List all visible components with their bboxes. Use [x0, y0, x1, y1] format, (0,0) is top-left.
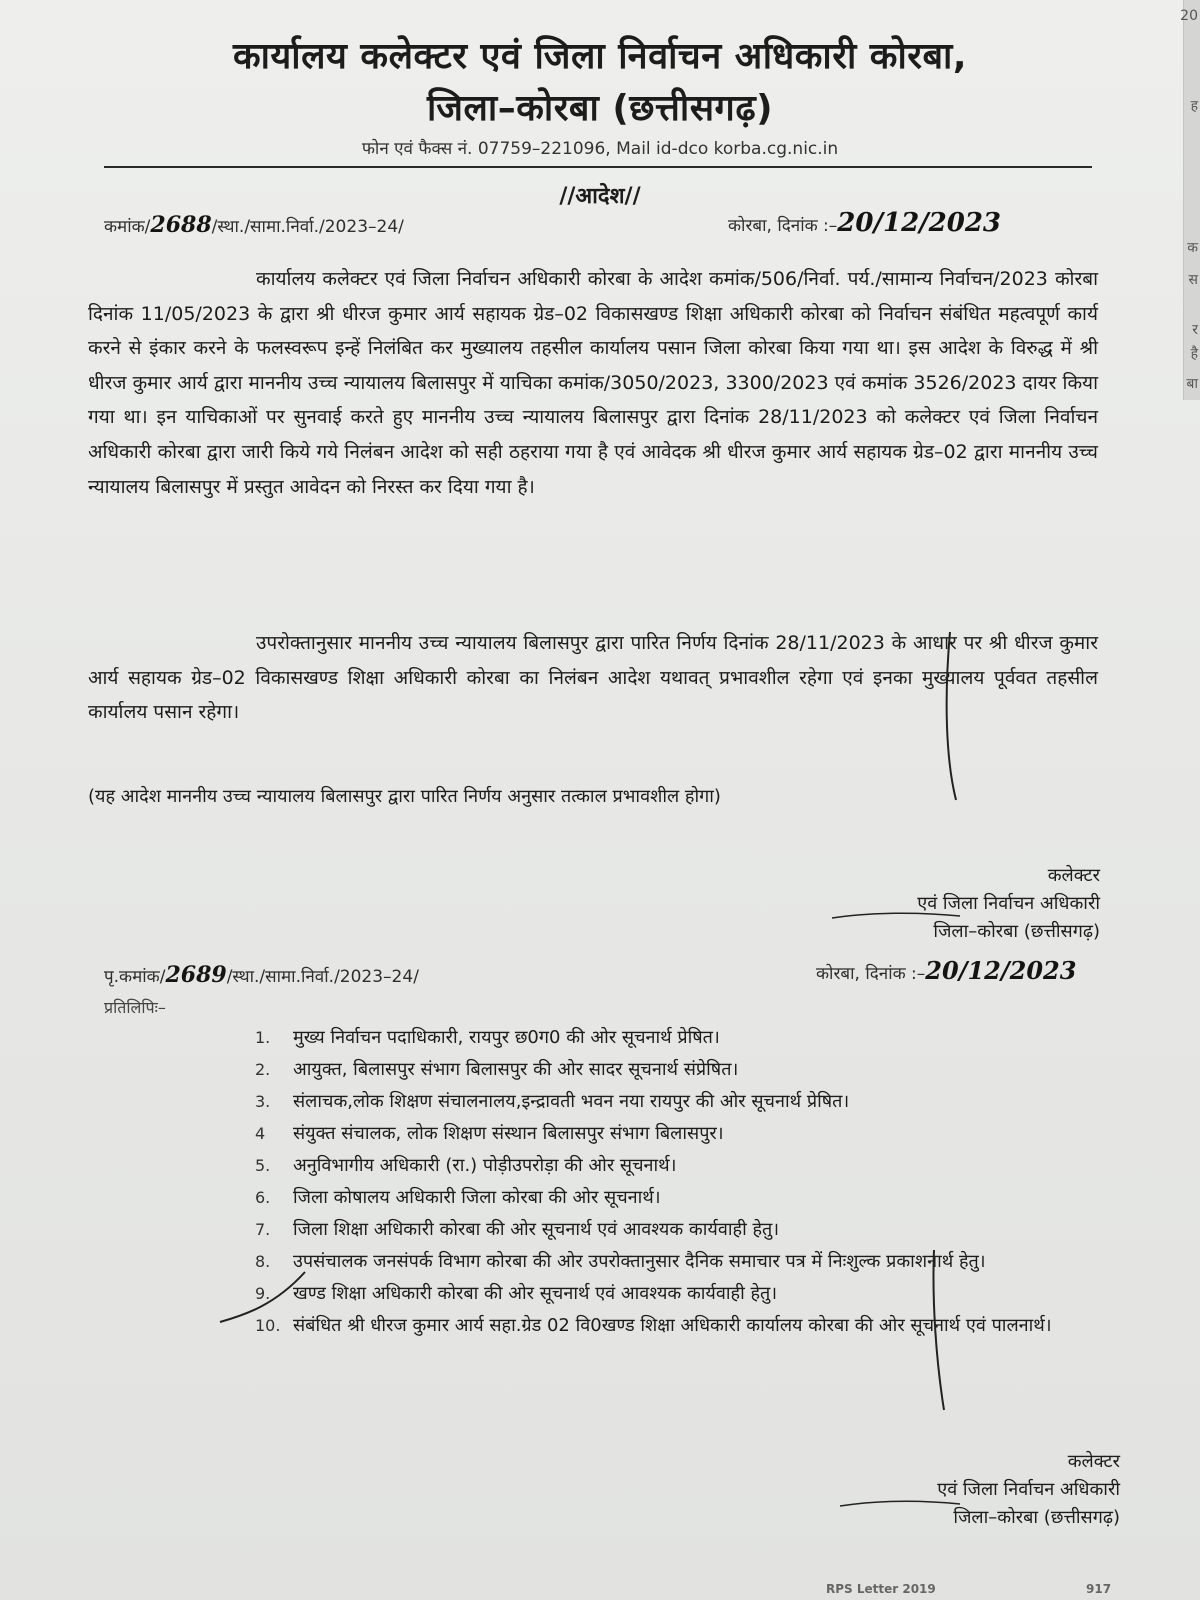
- copy-to-label: प्रतिलिपिः–: [104, 998, 166, 1017]
- copy-recipient-item: [255, 1118, 1115, 1150]
- copy-recipient-item: [255, 1054, 1115, 1086]
- reference-prefix: कमांक/: [104, 217, 151, 237]
- item-number: 4: [255, 1124, 266, 1143]
- copy-date-handwritten: 20/12/2023: [925, 956, 1077, 985]
- edge-mark: र: [1192, 322, 1198, 338]
- copy-recipient-item: [255, 1182, 1115, 1214]
- signature-designation: कलेक्टर: [1047, 865, 1100, 886]
- item-text: जिला शिक्षा अधिकारी कोरबा की ओर सूचनार्थ एवं आवश्यक कार्यवाही हेतु।: [293, 1219, 780, 1240]
- item-text: आयुक्त, बिलासपुर संभाग बिलासपुर की ओर सादर सूचनार्थ संप्रेषित।: [293, 1059, 739, 1080]
- copy-reference-number-handwritten: 2689: [165, 962, 227, 988]
- effect-note: (यह आदेश माननीय उच्च न्यायालय बिलासपुर द्वारा पारित निर्णय अनुसार तत्काल प्रभावशील होगा): [88, 786, 721, 807]
- edge-mark: है: [1190, 346, 1198, 362]
- order-paragraph-2: उपरोक्तानुसार माननीय उच्च न्यायालय बिलासपुर द्वारा पारित निर्णय दिनांक 28/11/2023 के आधार पर श्री धीरज कुमार आर्य सहायक ग्रेड–02 विकासखण्ड शिक्षा अधिकारी कोरबा का निलंबन आदेश यथावत् प्रभावशील रहेगा एवं इनका मुख्यालय पूर्ववत तहसील कार्यालय पसान रहेगा।: [88, 632, 1098, 724]
- edge-mark: 20: [1180, 8, 1198, 24]
- footer-code: 917: [1086, 1582, 1112, 1596]
- item-text: संबंधित श्री धीरज कुमार आर्य सहा.ग्रेड 02 वि0खण्ड शिक्षा अधिकारी कार्यालय कोरबा की ओर सूचनार्थ एवं पालनार्थ।: [293, 1315, 1052, 1336]
- item-number: 5.: [255, 1156, 271, 1175]
- copy-date-label: कोरबा, दिनांक :–: [816, 964, 926, 984]
- copy-recipient-item: [255, 1246, 1115, 1278]
- order-date: [728, 208, 1001, 238]
- item-text: खण्ड शिक्षा अधिकारी कोरबा की ओर सूचनार्थ एवं आवश्यक कार्यवाही हेतु।: [293, 1283, 778, 1304]
- signature-designation: कलेक्टर: [1067, 1451, 1120, 1472]
- edge-mark: क: [1187, 240, 1198, 256]
- item-text: संलाचक,लोक शिक्षण संचालनालय,इन्द्रावती भवन नया रायपुर की ओर सूचनार्थ प्रेषित।: [293, 1091, 850, 1112]
- item-number: 10.: [255, 1316, 281, 1335]
- copy-reference-suffix: /स्था./सामा.निर्वा./2023–24/: [226, 967, 419, 987]
- copy-recipient-item: [255, 1310, 1115, 1342]
- copy-recipient-item: [255, 1214, 1115, 1246]
- signature-block-2: [760, 1448, 1120, 1532]
- edge-mark: स: [1188, 272, 1198, 288]
- item-number: 3.: [255, 1092, 271, 1111]
- copy-recipient-item: [255, 1022, 1115, 1054]
- signature-title: एवं जिला निर्वाचन अधिकारी: [937, 1479, 1120, 1500]
- order-paragraph-1: कार्यालय कलेक्टर एवं जिला निर्वाचन अधिकारी कोरबा के आदेश कमांक/506/निर्वा. पर्य./सामान्य निर्वाचन/2023 कोरबा दिनांक 11/05/2023 के द्वारा श्री धीरज कुमार आर्य सहायक ग्रेड–02 विकासखण्ड शिक्षा अधिकारी कोरबा को निर्वाचन संबंधित महत्वपूर्ण कार्य करने से इंकार करने के फलस्वरूप इन्हें निलंबित कर मुख्यालय तहसील कार्यालय पसान जिला कोरबा किया गया था। इस आदेश के विरुद्ध में श्री धीरज कुमार आर्य द्वारा माननीय उच्च न्यायालय बिलासपुर में याचिका कमांक/3050/2023, 3300/2023 एवं कमांक 3526/2023 दायर किया गया था। इन याचिकाओं पर सुनवाई करते हुए माननीय उच्च न्यायालय बिलासपुर द्वारा दिनांक 28/11/2023 को कलेक्टर एवं जिला निर्वाचन अधिकारी कोरबा द्वारा जारी किये गये निलंबन आदेश को सही ठहराया गया है एवं आवेदक श्री धीरज कुमार आर्य सहायक ग्रेड–02 द्वारा माननीय उच्च न्यायालय बिलासपुर में प्रस्तुत आवेदन को निरस्त कर दिया गया है।: [88, 268, 1098, 498]
- copy-date: [816, 956, 1076, 985]
- date-label: कोरबा, दिनांक :–: [728, 216, 838, 236]
- copy-recipient-item: [255, 1086, 1115, 1118]
- date-handwritten: 20/12/2023: [837, 208, 1002, 238]
- contact-line: फोन एवं फैक्स नं. 07759–221096, Mail id-dco korba.cg.nic.in: [361, 139, 839, 159]
- copy-recipient-item: [255, 1278, 1115, 1310]
- footer-print-mark: RPS Letter 2019: [826, 1582, 936, 1596]
- copy-recipient-item: [255, 1150, 1115, 1182]
- signature-title: एवं जिला निर्वाचन अधिकारी: [917, 893, 1100, 914]
- edge-mark: बा: [1186, 376, 1198, 392]
- item-number: 7.: [255, 1220, 271, 1239]
- signature-block-1: [760, 862, 1100, 946]
- office-title: कार्यालय कलेक्टर एवं जिला निर्वाचन अधिकारी कोरबा,: [232, 36, 968, 77]
- signature-district: जिला–कोरबा (छत्तीसगढ़): [933, 921, 1100, 942]
- order-title: //आदेश//: [559, 184, 641, 209]
- reference-number-handwritten: 2688: [150, 212, 212, 238]
- item-number: 8.: [255, 1252, 271, 1271]
- edge-mark: ह: [1190, 98, 1198, 114]
- copy-reference: [104, 962, 419, 988]
- item-number: 2.: [255, 1060, 271, 1079]
- signature-district: जिला–कोरबा (छत्तीसगढ़): [953, 1507, 1120, 1528]
- item-text: संयुक्त संचालक, लोक शिक्षण संस्थान बिलासपुर संभाग बिलासपुर।: [293, 1123, 724, 1144]
- item-text: मुख्य निर्वाचन पदाधिकारी, रायपुर छ0ग0 की ओर सूचनार्थ प्रेषित।: [293, 1027, 720, 1048]
- reference-suffix: /स्था./सामा.निर्वा./2023–24/: [211, 217, 404, 237]
- district-title: जिला–कोरबा (छत्तीसगढ़): [426, 88, 774, 129]
- item-text: जिला कोषालय अधिकारी जिला कोरबा की ओर सूचनार्थ।: [293, 1187, 661, 1208]
- copy-recipient-list: [255, 1022, 1115, 1342]
- order-reference: [104, 212, 404, 238]
- item-text: अनुविभागीय अधिकारी (रा.) पोड़ीउपरोड़ा की ओर सूचनार्थ।: [293, 1155, 677, 1176]
- item-text: उपसंचालक जनसंपर्क विभाग कोरबा की ओर उपरोक्तानुसार दैनिक समाचार पत्र में निःशुल्क प्रकाशनार्थ हेतु।: [293, 1251, 986, 1272]
- item-number: 9.: [255, 1284, 271, 1303]
- item-number: 1.: [255, 1028, 271, 1047]
- item-number: 6.: [255, 1188, 271, 1207]
- header-rule: [104, 166, 1092, 168]
- copy-reference-prefix: पृ.कमांक/: [104, 967, 166, 987]
